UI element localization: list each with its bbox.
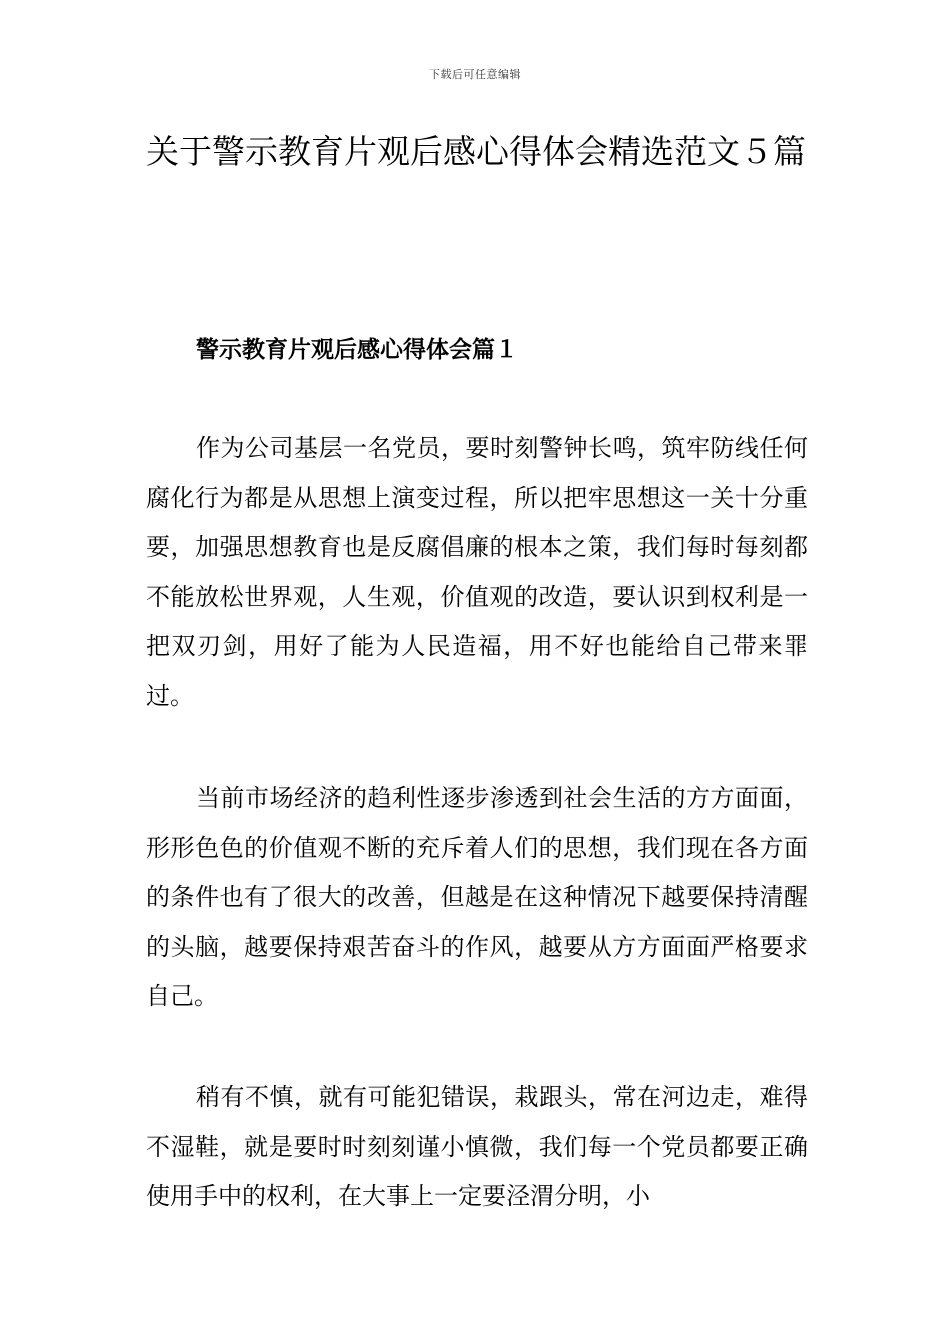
section-heading: 警示教育片观后感心得体会篇１ [196,336,518,363]
body-paragraph-3: 稍有不慎，就有可能犯错误，栽跟头，常在河边走，难得不湿鞋，就是要时时刻刻谨小慎微，我们每一个党员都要正确使用手中的权利，在大事上一定要泾渭分明，小 [146,1083,808,1210]
body-paragraph-1: 作为公司基层一名党员，要时刻警钟长鸣，筑牢防线任何腐化行为都是从思想上演变过程，所以把牢思想这一关十分重要，加强思想教育也是反腐倡廉的根本之策，我们每时每刻都不能放松世界观，人生观，价值观的改造，要认识到权利是一把双刃剑，用好了能为人民造福，用不好也能给自己带来罪过。 [146,434,808,710]
document-title: 关于警示教育片观后感心得体会精选范文５篇 [146,132,806,171]
body-paragraph-2: 当前市场经济的趋利性逐步渗透到社会生活的方方面面，形形色色的价值观不断的充斥着人们的思想，我们现在各方面的条件也有了很大的改善，但越是在这种情况下越要保持清醒的头脑，越要保持艰苦奋斗的作风，越要从方方面面严格要求自己。 [146,784,808,1010]
header-note: 下载后可任意编辑 [429,68,521,81]
